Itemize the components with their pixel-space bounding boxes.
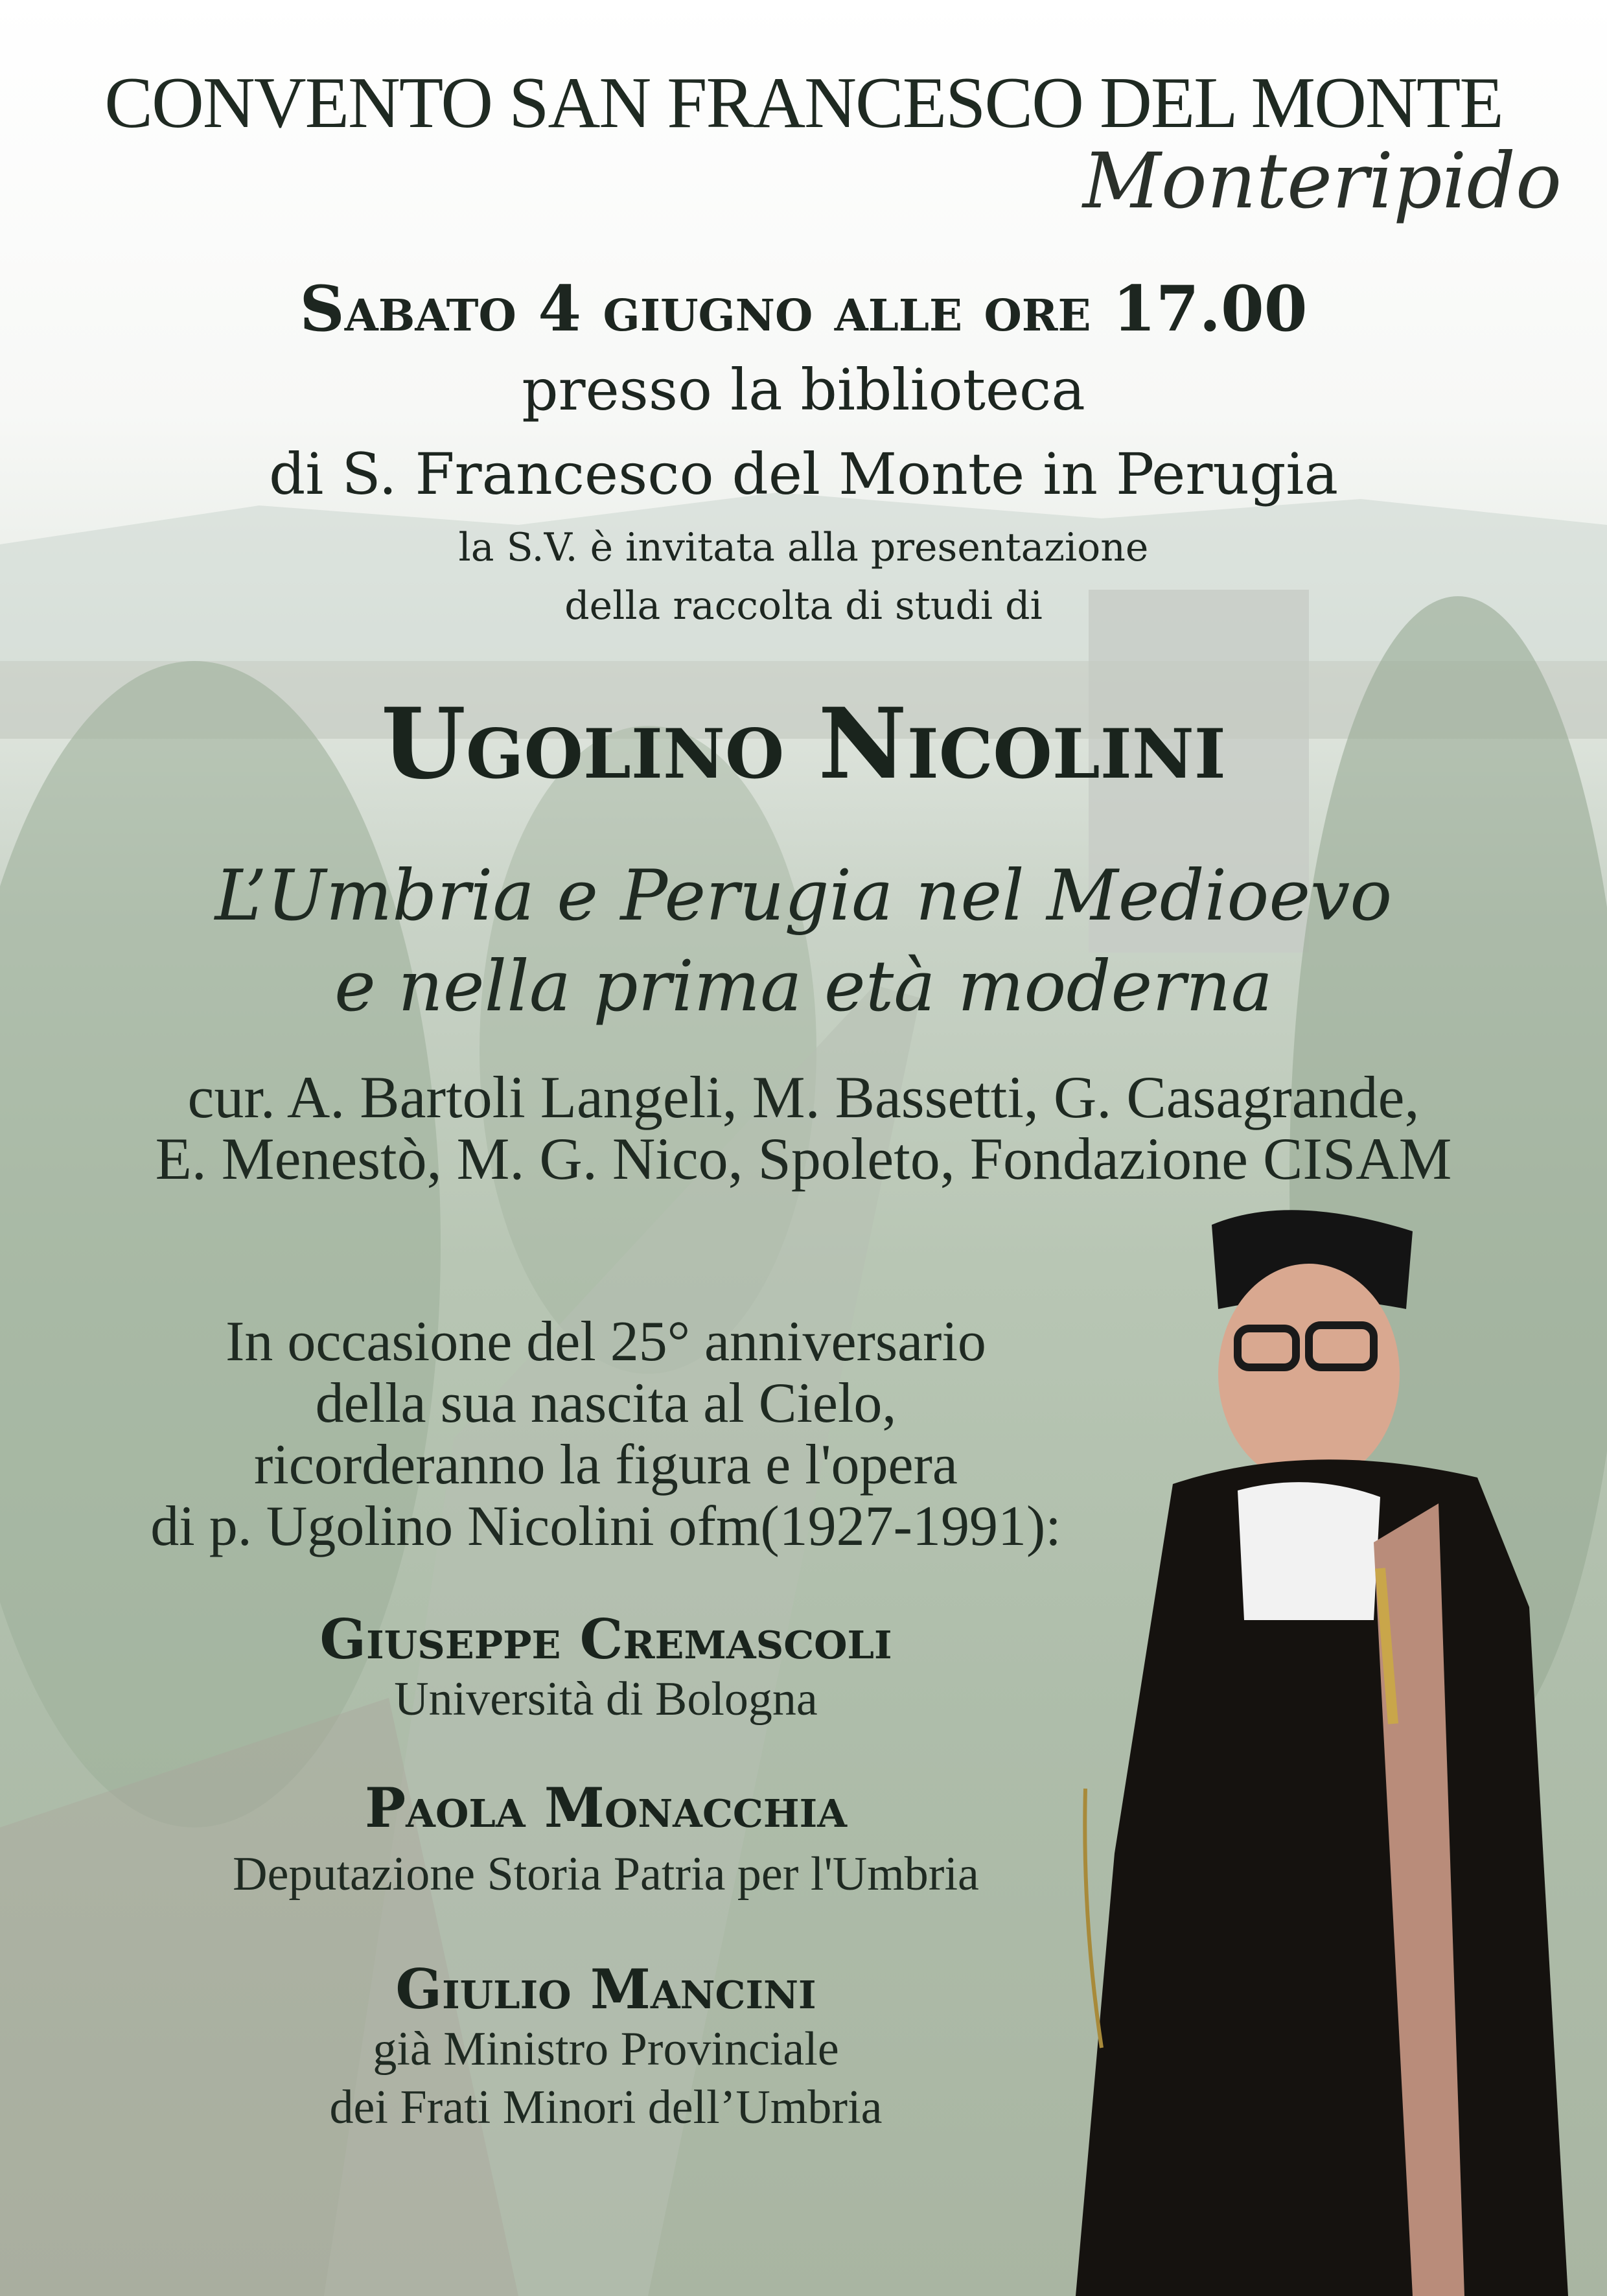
editors-line-2: E. Menestò, M. G. Nico, Spoleto, Fondazione CISAM [155,1126,1452,1192]
occasion-line-4: di p. Ugolino Nicolini ofm(1927-1991): [150,1495,1061,1558]
speaker-1-role: Università di Bologna [394,1673,818,1726]
book-title-1: L’Umbria e Perugia nel Medioevo [214,855,1393,936]
event-location-1: presso la biblioteca [522,356,1085,423]
speaker-2-name: Paola Monacchia [365,1776,847,1840]
occasion-line-1: In occasione del 25° anniversario [225,1310,986,1373]
invite-line-1: la S.V. è invitata alla presentazione [458,525,1149,570]
occasion-line-2: della sua nascita al Cielo, [315,1372,897,1435]
speaker-1-name: Giuseppe Cremascoli [319,1607,892,1671]
editors-line-1: cur. A. Bartoli Langeli, M. Bassetti, G. Casagrande, [187,1064,1420,1130]
venue-heading: CONVENTO SAN FRANCESCO DEL MONTE [104,63,1503,143]
book-title-2: e nella prima età moderna [334,946,1273,1027]
occasion-line-3: ricorderanno la figura e l'opera [254,1433,958,1496]
speaker-3-role-1: già Ministro Provinciale [373,2023,839,2076]
author-name: Ugolino Nicolini [381,687,1226,801]
speaker-2-role: Deputazione Storia Patria per l'Umbria [233,1848,979,1901]
event-date: Sabato 4 giugno alle ore 17.00 [299,272,1308,345]
event-location-2: di S. Francesco del Monte in Perugia [268,441,1339,507]
place-script-title: Monteripido [1082,136,1562,226]
portrait-photo [1076,1205,1594,2296]
speaker-3-name: Giulio Mancini [395,1957,816,2021]
speaker-3-role-2: dei Frati Minori dell’Umbria [329,2081,883,2134]
invite-line-2: della raccolta di studi di [564,583,1043,629]
